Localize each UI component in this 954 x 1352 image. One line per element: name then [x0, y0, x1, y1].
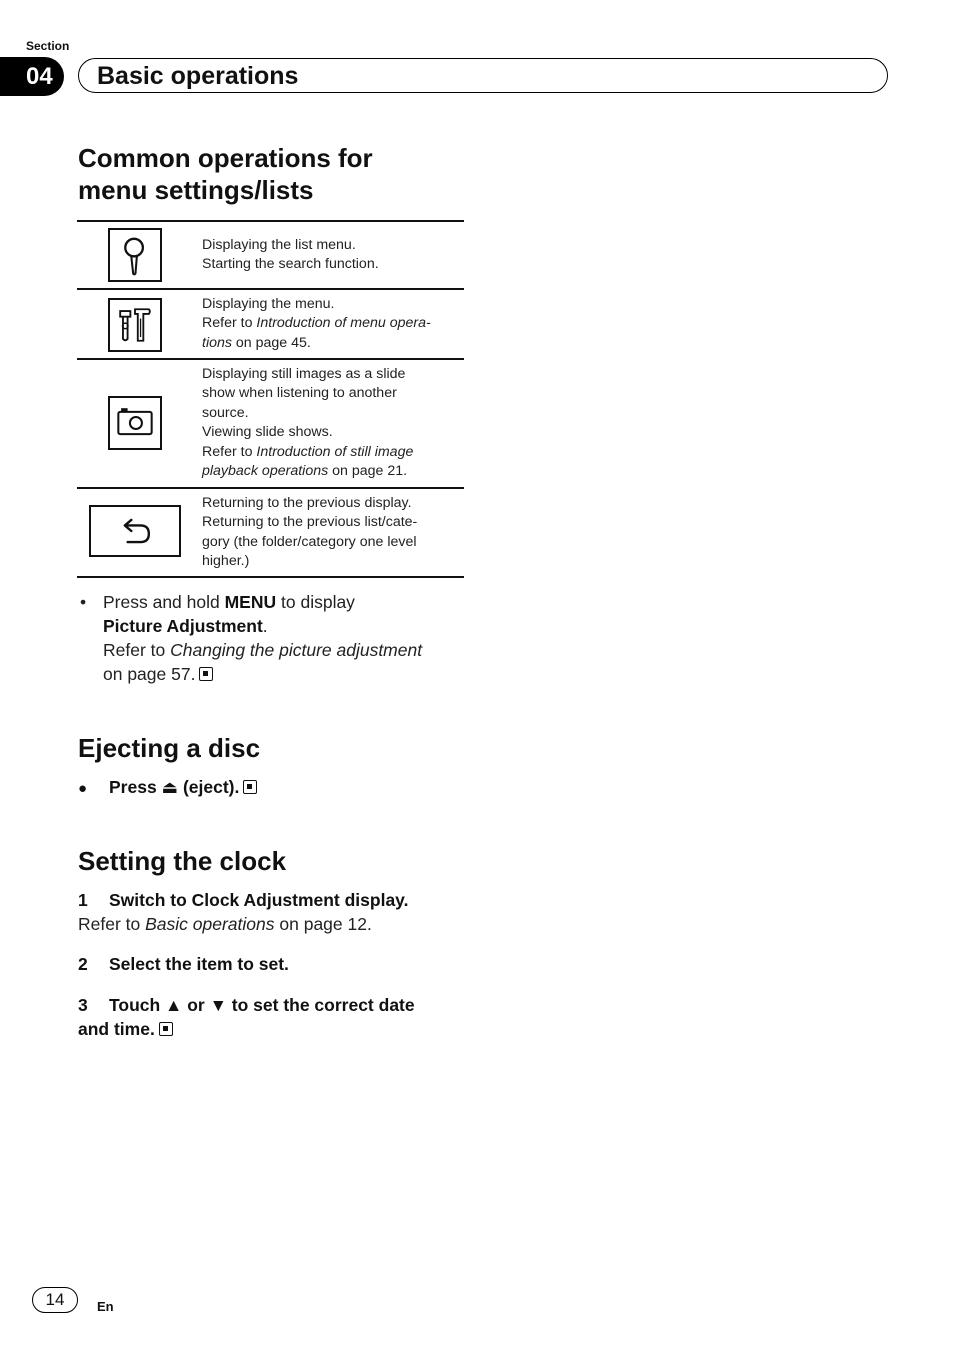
section-label: Section [26, 39, 70, 53]
operation-row-list-menu [77, 220, 464, 288]
language-label: En [97, 1299, 114, 1314]
heading-line-2: menu settings/lists [78, 175, 314, 205]
operation-description [202, 236, 464, 275]
step-number: 3 [78, 995, 88, 1015]
description-line: tions on page 45. [202, 334, 311, 351]
operation-description [202, 365, 464, 481]
description-line: higher.) [202, 553, 250, 570]
operation-row-slideshow [77, 358, 464, 487]
bullet-mark: • [80, 592, 87, 612]
end-of-section-icon [159, 1022, 173, 1036]
description-line: Displaying the menu. [202, 296, 335, 312]
step-number: 2 [78, 954, 88, 974]
bullet-mark: ● [78, 780, 88, 797]
back-arrow-icon [89, 505, 181, 557]
description-line: Refer to Introduction of menu opera- [202, 315, 431, 332]
clock-step-3: 3 Touch ▲ or ▼ to set the correct date and time. [78, 995, 415, 1039]
operation-row-menu [77, 288, 464, 358]
clock-step-1: 1 Switch to Clock Adjustment display. [78, 890, 409, 910]
picture-adjustment-label: Picture Adjustment [103, 616, 263, 636]
end-of-section-icon [243, 780, 257, 794]
description-line: Returning to the previous display. [202, 495, 412, 511]
common-operations-heading [78, 142, 373, 206]
description-line: gory (the folder/category one level [202, 533, 417, 550]
section-title: Basic operations [97, 62, 299, 90]
description-line: Displaying the list menu. [202, 237, 356, 253]
clock-step-2: 2 Select the item to set. [78, 954, 289, 974]
description-line: Starting the search function. [202, 256, 379, 273]
end-of-section-icon [199, 667, 213, 681]
clock-step-1-reference: Refer to Basic operations on page 12. [78, 914, 372, 934]
description-line: Viewing slide shows. [202, 424, 333, 441]
menu-tools-icon [108, 298, 162, 352]
description-line: show when listening to another [202, 385, 397, 402]
heading-line-1: Common operations for [78, 143, 373, 173]
description-line: source. [202, 404, 249, 421]
eject-instruction: ● Press ⏏ (eject). [78, 775, 257, 801]
setting-clock-heading: Setting the clock [78, 846, 287, 876]
operation-description [202, 494, 464, 572]
operation-description [202, 295, 464, 353]
menu-key-label: MENU [224, 592, 277, 612]
operation-row-back [77, 487, 464, 578]
page-number: 14 [32, 1287, 78, 1313]
camera-slideshow-icon [108, 396, 162, 450]
description-line: Displaying still images as a slide [202, 366, 406, 382]
description-line: Returning to the previous list/cate- [202, 514, 418, 531]
description-line: playback operations on page 21. [202, 463, 408, 480]
picture-adjustment-reference: Changing the picture adjustment [170, 640, 423, 660]
ejecting-disc-heading: Ejecting a disc [78, 733, 261, 763]
section-number-badge: 04 [0, 57, 64, 96]
description-line: Refer to Introduction of still image [202, 443, 414, 460]
operations-table [77, 220, 464, 578]
step-number: 1 [78, 890, 88, 910]
search-list-icon [108, 228, 162, 282]
